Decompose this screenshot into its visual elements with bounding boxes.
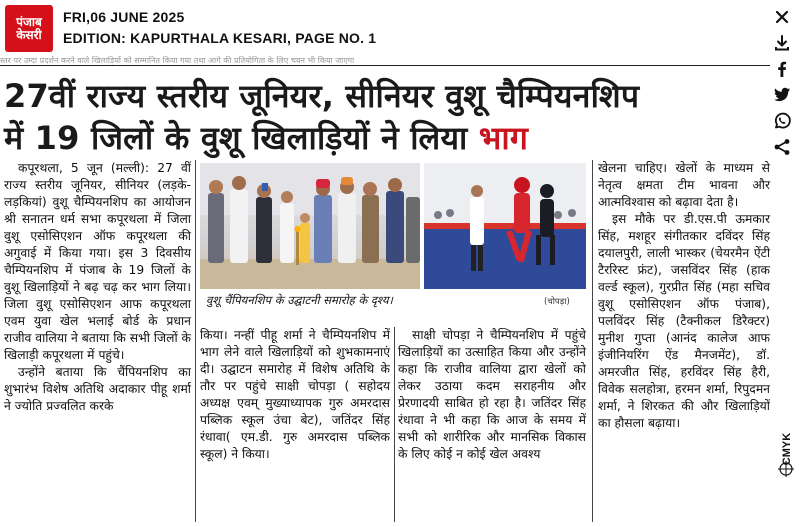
photo-caption: वुशू चैंपियनशिप के उद्घाटनी समारोह के दृश्य।	[206, 293, 393, 307]
column-2-paragraph: किया। नन्हीं पीहू शर्मा ने चैम्पियनशिप में भाग लेने वाले खिलाड़ियों को शुभकामनाएं दी। उद्घाटन समारोह में विशेष अतिथि के तौर पर पहुंचे साक्षी चोपड़ा ( सहोदय अध्यक्ष एवम् मुख्याध्यापक गुरु अमरदास पब्लिक स्कूल उंचा बेट), जतिंदर सिंह रंधावा( एम.डी. गुरु अमरदास पब्लिक स्कूल) ने किया।	[200, 328, 390, 461]
logo-line-1: पंजाब	[16, 14, 42, 29]
inauguration-scene-image	[200, 163, 420, 289]
column-1-paragraph-1: कपूरथला, 5 जून (मल्ली): 27 वीं राज्य स्तरीय जूनियर, सीनियर (लड़के- लड़कियां) वुशू चैम्पियनशिप का आयोजन श्री सनातन धर्म सभा कपूरथला में जिला वुशू एसोसिएशन ऑफ कपूरथला की अगुवाई में किया गया। इस 3 दिवसीय चैम्पियनशिप में पंजाब के 19 जिलों के वुशू खिलाड़ियों ने बढ़ चढ़ कर भाग लिया। जिला वुशू एसोसिएशन आफ कपूरथला एवम युवा खेल भलाई बोर्ड के प्रधान राजीव वालिया ने बताया कि सभी जिलों के खिलाड़ी कपूरथला में पहुंचे।	[4, 161, 191, 362]
column-4-paragraph-2: इस मौके पर डी.एस.पी ऊमकार सिंह, मशहूर संगीतकार दविंदर सिंह दयालपुरी, लाली भास्कर (चेयरमैन ऐंटी टैररिस्ट फ्रंट), जसविंदर सिंह (हाक वर्ल्ड स्कूल), गुरप्रीत सिंह (महा सचिव वुशू एसोसिएशन ऑफ पंजाब), पलविंदर सिंह (टैक्नीकल डिरैक्टर) मुनीश गुप्ता (आनंद कालेज आफ इंजीनियरिंग ऐंड मैनजमेंट), डॉ. अमरजीत सिंह, हरविंदर सिंह हैरी, विवेक सलहोत्रा, हरमन शर्मा, रिपुदमन शर्मा, ने शिरकत की और खिलाड़ियों का हौसला बढ़ाया।	[598, 212, 770, 430]
close-icon[interactable]	[770, 6, 794, 28]
column-3-paragraph: साक्षी चोपड़ा ने चैम्पियनशिप में पहुंचे खिलाड़ियों का उत्साहित किया और उन्होंने कहा कि राजीव वालिया द्वारा खेलों को लेकर उठाया कदम सराहनीय और प्रेरणादयी साबित हो रहा है। जतिंदर सिंह रंधावा ने भी कहा कि आज के समय में सभी को शारीरिक और मानसिक विकास के लिए कोई न कोई खेल अवश्य	[398, 328, 586, 461]
logo-line-2: केसरी	[16, 27, 42, 42]
column-divider	[592, 160, 593, 522]
column-divider	[394, 327, 395, 522]
separator-rule	[0, 65, 770, 66]
photo-wushu-bout[interactable]	[424, 163, 586, 289]
article-column-4	[598, 160, 770, 432]
download-icon[interactable]	[770, 32, 794, 54]
edition-date: FRI,06 JUNE 2025	[63, 9, 185, 25]
cut-off-text-line: स्तर पर उम्दा प्रदर्शन करने वाले खिलाड़ियों को सम्मानित किया गया तथा आगे की प्रतियोगिता के लिए चयन भी किया जाएगा	[0, 56, 355, 65]
photo-credit: (चोपड़ा)	[544, 297, 570, 307]
newspaper-logo[interactable]	[5, 5, 53, 52]
newspaper-clipping	[0, 56, 770, 527]
photo-inauguration-ceremony[interactable]	[200, 163, 420, 289]
wushu-bout-scene-image	[424, 163, 586, 289]
edition-name: EDITION: KAPURTHALA KESARI, PAGE NO. 1	[63, 30, 377, 46]
top-bar	[0, 0, 802, 54]
article-column-3	[398, 327, 586, 463]
article-column-1	[4, 160, 191, 415]
headline-accent-word: भाग	[478, 119, 529, 157]
cmyk-registration-mark	[776, 415, 796, 485]
headline-line-2	[4, 116, 784, 159]
article-column-2	[200, 327, 390, 463]
column-1-paragraph-2: उन्होंने बताया कि चैंपियनशिप का शुभारंभ विशेष अतिथि अदाकार पीहू शर्मा ने ज्योति प्रज्वलित करके	[4, 365, 191, 413]
headline-line-1: 27वीं राज्य स्तरीय जूनियर, सीनियर वुशू चैम्पियनशिप	[4, 77, 640, 115]
column-divider	[195, 160, 196, 522]
column-4-paragraph-1: खेलना चाहिए। खेलों के माध्यम से नेतृत्व क्षमता टीम भावना और आत्मविश्वास को बढ़ावा देता है।	[598, 161, 770, 209]
cmyk-label: CMYK	[781, 432, 793, 466]
headline-line-2-main: में 19 जिलों के वुशू खिलाड़ियों ने लिया	[4, 119, 479, 157]
